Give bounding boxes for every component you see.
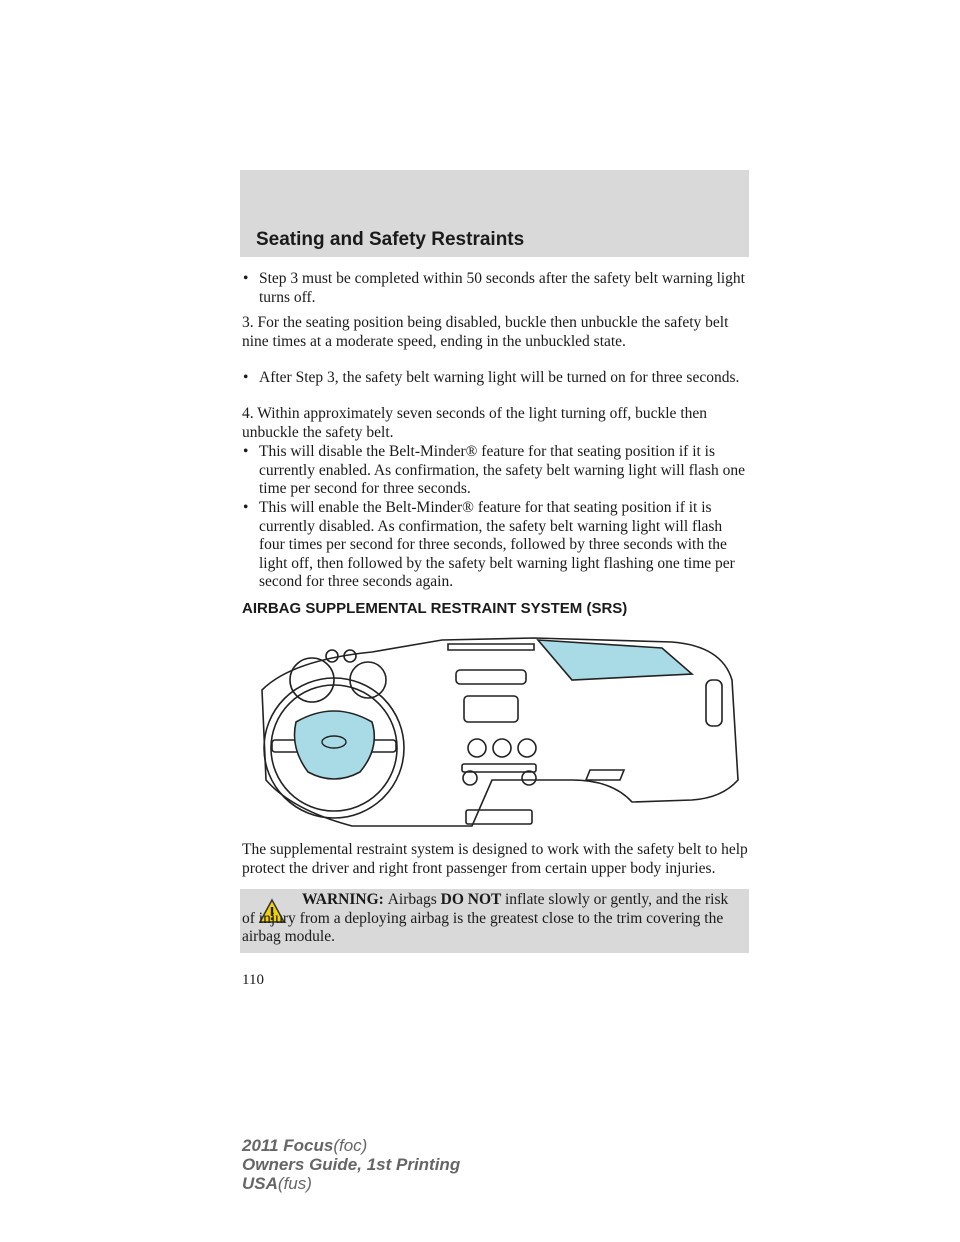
warning-box <box>240 889 749 953</box>
footer-model: 2011 Focus <box>242 1136 334 1155</box>
section-title: Seating and Safety Restraints <box>256 229 525 250</box>
page-number: 110 <box>242 972 264 988</box>
bullet-text: Step 3 must be completed within 50 seconds after the safety belt warning light turns off. <box>259 270 745 306</box>
footer-line-guide <box>242 1155 460 1174</box>
paragraph-step3: 3. For the seating position being disabled, buckle then unbuckle the safety belt nine times at a moderate speed, ending in the unbuckled state. <box>242 314 729 350</box>
bullet-text: After Step 3, the safety belt warning light will be turned on for three seconds. <box>259 369 740 386</box>
bullet-icon: • <box>243 499 249 516</box>
dashboard-airbag-illustration <box>252 630 740 830</box>
footer-guide: Owners Guide, 1st Printing <box>242 1155 461 1174</box>
footer-line-region <box>242 1174 460 1193</box>
bullet-icon: • <box>243 369 249 386</box>
bullet-enable <box>243 499 748 592</box>
passenger-airbag-highlight <box>538 640 692 680</box>
warning-text-b: inflate slowly or gently, and the risk of injury from a deploying airbag is the greatest close to the trim covering the airbag module. <box>242 891 729 945</box>
warning-emphasis: DO NOT <box>440 891 505 908</box>
document-footer <box>242 1136 460 1193</box>
bullet-disable <box>243 443 748 499</box>
bullet-text: This will enable the Belt-Minder® feature for that seating position if it is currently disabled. As confirmation, the safety belt warning light will flash four times per second for three seconds, followed by three seconds with the light off, then followed by the safety belt warning light flashing one time per second for three seconds again. <box>259 499 735 590</box>
bullet-icon: • <box>243 443 249 460</box>
warning-text <box>242 891 742 947</box>
bullet-icon: • <box>243 270 249 287</box>
bullet-after-step3 <box>243 369 748 388</box>
bullet-step3-time <box>243 270 748 307</box>
warning-label: WARNING: <box>302 891 388 908</box>
paragraph-step4: 4. Within approximately seven seconds of the light turning off, buckle then unbuckle the safety belt. <box>242 405 707 441</box>
airbag-intro: The supplemental restraint system is designed to work with the safety belt to help protect the driver and right front passenger from certain upper body injuries. <box>242 841 748 877</box>
bullet-text: This will disable the Belt-Minder® feature for that seating position if it is currently enabled. As confirmation, the safety belt warning light will flash one time per second for three seconds. <box>259 443 745 497</box>
warning-text-a: Airbags <box>387 891 441 908</box>
driver-airbag-highlight <box>295 711 375 779</box>
footer-model-code: (foc) <box>333 1136 368 1155</box>
airbag-heading: AIRBAG SUPPLEMENTAL RESTRAINT SYSTEM (SRS) <box>242 600 628 617</box>
footer-region: USA <box>242 1174 278 1193</box>
footer-line-model <box>242 1136 460 1155</box>
footer-region-code: (fus) <box>277 1174 312 1193</box>
